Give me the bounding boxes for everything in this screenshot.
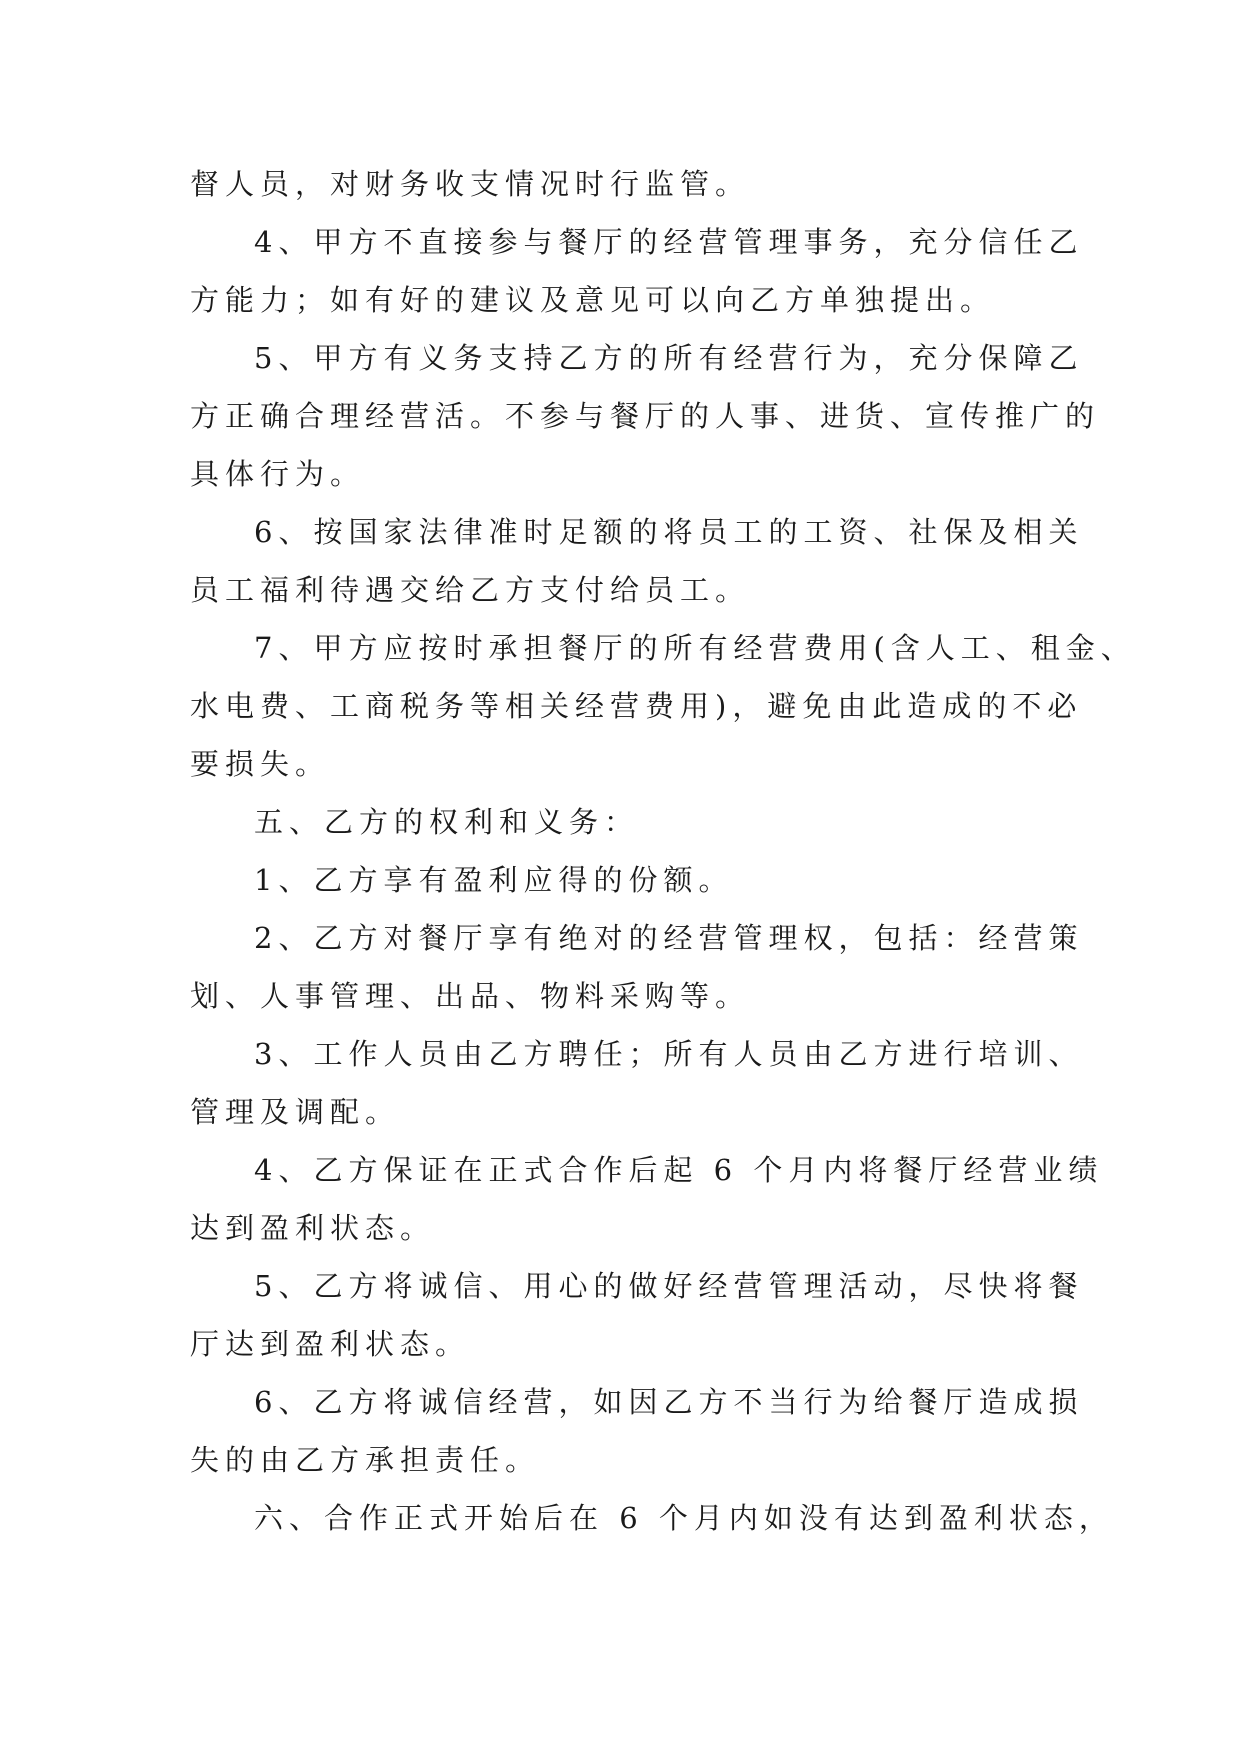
text-line: 7、甲方应按时承担餐厅的所有经营费用(含人工、租金、 [254, 631, 1136, 665]
text-line: 达到盈利状态。 [190, 1211, 436, 1245]
text-line: 3、工作人员由乙方聘任；所有人员由乙方进行培训、 [254, 1037, 1084, 1071]
section-heading: 六、合作正式开始后在 6 个月内如没有达到盈利状态， [254, 1501, 1114, 1535]
text-line: 管理及调配。 [190, 1095, 401, 1129]
section-heading: 五、乙方的权利和义务： [254, 805, 640, 839]
document-body [190, 155, 1136, 1547]
text-line: 5、甲方有义务支持乙方的所有经营行为，充分保障乙 [254, 341, 1084, 375]
text-line: 1、乙方享有盈利应得的份额。 [254, 863, 734, 897]
text-line: 具体行为。 [190, 457, 366, 491]
text-line: 4、甲方不直接参与餐厅的经营管理事务，充分信任乙 [254, 225, 1084, 259]
text-line: 2、乙方对餐厅享有绝对的经营管理权，包括：经营策 [254, 921, 1084, 955]
text-line: 水电费、工商税务等相关经营费用)，避免由此造成的不必 [190, 689, 1083, 723]
text-line: 方能力；如有好的建议及意见可以向乙方单独提出。 [190, 283, 996, 317]
text-line: 4、乙方保证在正式合作后起 6 个月内将餐厅经营业绩 [254, 1153, 1104, 1187]
text-line: 划、人事管理、出品、物料采购等。 [190, 979, 751, 1013]
text-line: 督人员，对财务收支情况时行监管。 [190, 167, 751, 201]
text-line: 6、按国家法律准时足额的将员工的工资、社保及相关 [254, 515, 1084, 549]
text-line: 失的由乙方承担责任。 [190, 1443, 541, 1477]
text-line: 员工福利待遇交给乙方支付给员工。 [190, 573, 751, 607]
text-line: 方正确合理经营活。不参与餐厅的人事、进货、宣传推广的 [190, 399, 1101, 433]
text-line: 要损失。 [190, 747, 331, 781]
text-line: 6、乙方将诚信经营，如因乙方不当行为给餐厅造成损 [254, 1385, 1084, 1419]
text-line: 5、乙方将诚信、用心的做好经营管理活动，尽快将餐 [254, 1269, 1084, 1303]
text-line: 厅达到盈利状态。 [190, 1327, 471, 1361]
